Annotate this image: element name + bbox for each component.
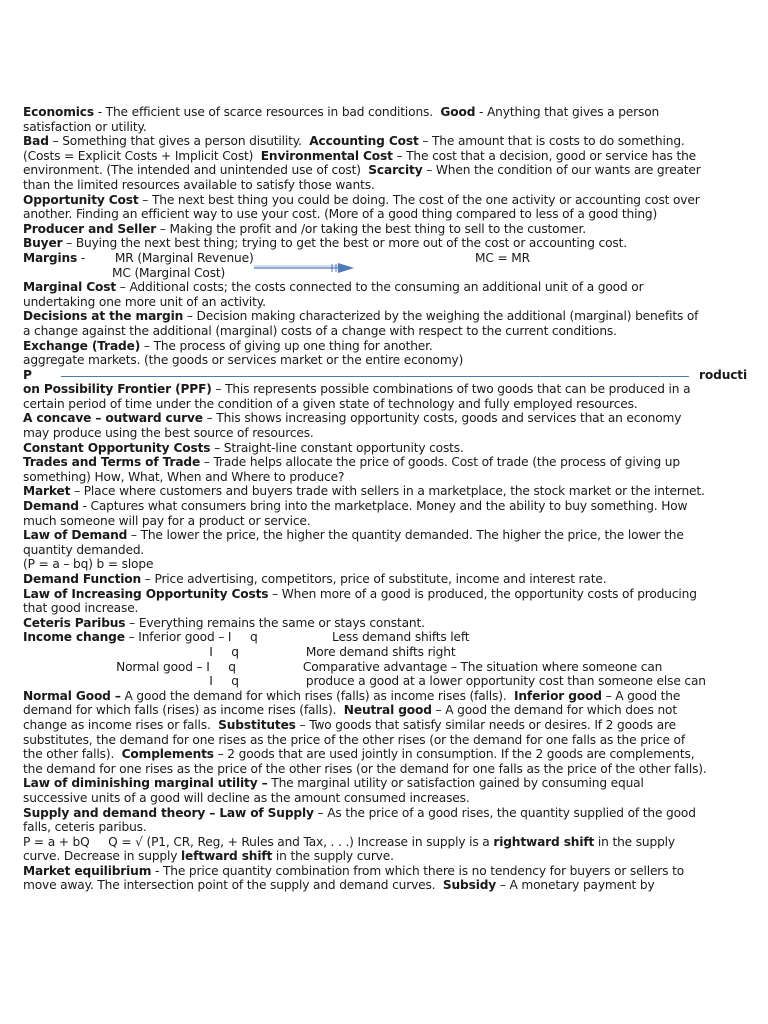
definition: a change against the additional (marginal) costs of a change with respect to the current conditions.: [23, 323, 617, 338]
text-line: [23, 645, 747, 660]
margins-dash: -: [77, 250, 115, 265]
term-producer-seller: Producer and Seller: [23, 221, 157, 236]
text-line: [23, 674, 747, 689]
text-line: [23, 703, 747, 718]
text-line: [23, 120, 747, 135]
text-line: [23, 864, 747, 879]
text-line: [23, 835, 747, 850]
text-line: [23, 776, 747, 791]
term-ppf: on Possibility Frontier (PPF): [23, 382, 212, 397]
definition: - Captures what consumers bring into the marketplace. Money and the ability to buy something. How: [78, 499, 688, 514]
definition: than the limited resources available to satisfy those wants.: [23, 177, 375, 192]
text-line: [23, 295, 747, 310]
definition: – Making the profit and /or taking the best thing to sell to the customer.: [156, 221, 586, 236]
definition: move away. The intersection point of the supply and demand curves.: [23, 878, 443, 893]
right-arrow-icon: [254, 262, 358, 274]
text-line: [23, 849, 747, 864]
term-rightward-shift: rightward shift: [493, 834, 595, 849]
definition: – Price advertising, competitors, price of substitute, income and interest rate.: [141, 572, 607, 586]
text-line: [23, 441, 747, 456]
text-line: [23, 149, 747, 164]
term-market-equilibrium: Market equilibrium: [23, 863, 152, 878]
mc-label: MC (Marginal Cost): [112, 265, 226, 280]
definition: – This represents possible combinations of two goods that can be produced in a: [211, 382, 691, 397]
text-line: [23, 601, 747, 616]
ppf-roducti: roducti: [699, 367, 747, 382]
text-line: [23, 266, 747, 281]
term-normal-good: Normal Good –: [23, 688, 121, 703]
term-income-change: Income change: [23, 630, 125, 645]
document-body: [23, 105, 747, 893]
definition: that good increase.: [23, 601, 139, 616]
definition: certain period of time under the condition of a given state of technology and fully employed resources.: [23, 396, 638, 411]
text-line: [23, 236, 747, 251]
definition: another. Finding an efficient way to use your cost. (More of a good thing compared to less of a good thing): [23, 207, 658, 222]
definition: - Anything that gives a person: [475, 105, 660, 119]
definition: in the supply: [594, 834, 675, 849]
definition: - The efficient use of scarce resources in bad conditions.: [93, 105, 441, 119]
text-line: [23, 514, 747, 529]
term-opportunity-cost: Opportunity Cost: [23, 192, 139, 207]
text-line: [23, 178, 747, 193]
text-line: [23, 222, 747, 237]
costs-formula: (Costs = Explicit Costs + Implicit Cost): [23, 148, 261, 163]
term-environmental-cost: Environmental Cost: [260, 148, 393, 163]
mr-label: MR (Marginal Revenue): [114, 250, 254, 265]
definition: environment. (The intended and unintended use of cost): [23, 163, 369, 178]
definition: much someone will pay for a product or service.: [23, 513, 311, 528]
definition: undertaking one more unit of an activity.: [23, 294, 266, 309]
text-line: [23, 470, 747, 485]
text-line: [23, 397, 747, 412]
definition: – When the condition of our wants are greater: [422, 163, 701, 178]
text-line: [23, 791, 747, 806]
term-constant-opportunity-costs: Constant Opportunity Costs: [23, 440, 211, 455]
definition: – The next best thing you could be doing. The cost of the one activity or accounting cost over: [138, 192, 700, 207]
text-line: [23, 251, 747, 266]
definition: satisfaction or utility.: [23, 119, 147, 134]
definition: – When more of a good is produced, the opportunity costs of producing: [268, 586, 697, 601]
term-supply-demand-theory: Supply and demand theory – Law of Supply: [23, 805, 314, 820]
definition: – Buying the next best thing; trying to get the best or more out of the cost or accounting cost.: [62, 236, 627, 251]
definition: – This shows increasing opportunity costs, goods and services that an economy: [202, 411, 682, 426]
definition: – A monetary payment by: [496, 878, 655, 893]
term-decisions-at-margin: Decisions at the margin: [23, 309, 184, 324]
text-line: [23, 878, 747, 893]
definition: - The price quantity combination from which there is no tendency for buyers or sellers to: [151, 863, 685, 878]
term-ceteris-paribus: Ceteris Paribus: [23, 615, 126, 630]
definition: – Additional costs; the costs connected to the consuming an additional unit of a good or: [116, 280, 644, 295]
definition: – The cost that a decision, good or service has the: [392, 148, 696, 163]
term-good: Good: [440, 105, 476, 119]
text-line: [23, 382, 747, 397]
term-subsidy: Subsidy: [442, 878, 497, 893]
text-line: [23, 455, 747, 470]
ppf-p-letter: P: [23, 367, 32, 382]
definition: substitutes, the demand for one rises as the price of the other rises (or the demand for one falls as the price of: [23, 732, 685, 747]
definition: – Everything remains the same or stays constant.: [125, 615, 425, 630]
term-substitutes: Substitutes: [218, 717, 296, 732]
term-neutral-good: Neutral good: [343, 703, 432, 718]
text-line: [23, 411, 747, 426]
definition: – Straight-line constant opportunity costs.: [210, 440, 464, 455]
term-complements: Complements: [121, 747, 214, 762]
aggregate-markets: aggregate markets. (the goods or services market or the entire economy): [23, 353, 464, 368]
income-change-line: – Inferior good – I q Less demand shifts left: [124, 630, 470, 645]
text-line: [23, 543, 747, 558]
definition: falls, ceteris paribus.: [23, 820, 147, 835]
definition: something) How, What, When and Where to produce?: [23, 469, 345, 484]
text-line: [23, 806, 747, 821]
term-law-of-demand: Law of Demand: [23, 528, 128, 543]
text-line: [23, 762, 747, 777]
text-line: [23, 747, 747, 762]
definition: A good the demand for which rises (falls) as income rises (falls).: [120, 688, 515, 703]
text-line: [23, 339, 747, 354]
definition: – Decision making characterized by the weighing the additional (marginal) benefits of: [183, 309, 699, 324]
definition: the other falls).: [23, 747, 122, 762]
horizontal-rule: [61, 376, 689, 377]
text-line: [23, 528, 747, 543]
term-demand: Demand: [23, 499, 79, 514]
text-line: [23, 660, 747, 675]
definition: – A good the: [601, 688, 681, 703]
text-line: [23, 134, 747, 149]
text-line: [23, 616, 747, 631]
definition: successive units of a good will decline as the amount consumed increases.: [23, 790, 470, 805]
definition: – The process of giving up one thing for another.: [140, 338, 433, 353]
definition: – Trade helps allocate the price of goods. Cost of trade (the process of giving up: [200, 455, 680, 470]
definition: quantity demanded.: [23, 542, 145, 557]
mc-equals-mr: MC = MR: [475, 250, 530, 265]
term-demand-function: Demand Function: [23, 572, 142, 586]
text-line: [23, 324, 747, 339]
text-line: [23, 309, 747, 324]
term-economics: Economics: [23, 105, 94, 119]
definition: in the supply curve.: [272, 849, 394, 864]
definition: curve. Decrease in supply: [23, 849, 182, 864]
term-bad: Bad: [23, 134, 49, 149]
term-marginal-cost: Marginal Cost: [23, 280, 117, 295]
definition: – As the price of a good rises, the quantity supplied of the good: [313, 805, 696, 820]
definition: – Something that gives a person disutility.: [48, 134, 310, 149]
slope-formula: (P = a – bq) b = slope: [23, 557, 154, 572]
definition: – Two goods that satisfy similar needs or desires. If 2 goods are: [295, 717, 676, 732]
text-line: [23, 499, 747, 514]
text-line: [23, 557, 747, 572]
definition: – A good the demand for which does not: [431, 703, 677, 718]
term-law-diminishing-marginal-utility: Law of diminishing marginal utility –: [23, 776, 268, 791]
text-line: [23, 484, 747, 499]
term-concave-curve: A concave – outward curve: [23, 411, 203, 426]
definition: – The amount that is costs to do something.: [418, 134, 685, 149]
text-line: [23, 820, 747, 835]
supply-formula: P = a + bQ Q = √ (P1, CR, Reg, + Rules and Tax, . . .) Increase in supply is a: [23, 834, 494, 849]
definition: The marginal utility or satisfaction gained by consuming equal: [267, 776, 644, 791]
definition: – The lower the price, the higher the quantity demanded. The higher the price, the lower the: [127, 528, 684, 543]
text-line: [23, 426, 747, 441]
definition: – 2 goods that are used jointly in consumption. If the 2 goods are complements,: [213, 747, 695, 762]
text-line: [23, 207, 747, 222]
text-line: [23, 280, 747, 295]
text-line: [23, 105, 747, 120]
income-change-line: Normal good – I q Comparative advantage – The situation where someone can: [23, 659, 663, 674]
term-market: Market: [23, 484, 71, 499]
text-line: [23, 353, 747, 368]
term-exchange: Exchange (Trade): [23, 338, 141, 353]
term-accounting-cost: Accounting Cost: [309, 134, 419, 149]
text-line: [23, 733, 747, 748]
term-margins: Margins: [23, 250, 78, 265]
definition: change as income rises or falls.: [23, 717, 219, 732]
text-line: [23, 587, 747, 602]
text-line: [23, 630, 747, 645]
text-line: [23, 572, 747, 587]
term-law-increasing-opportunity-costs: Law of Increasing Opportunity Costs: [23, 586, 269, 601]
definition: the demand for one rises as the price of the other rises (or the demand for one falls as the price of the other falls).: [23, 761, 707, 776]
definition: demand for which falls (rises) as income rises (falls).: [23, 703, 344, 718]
term-trades: Trades and Terms of Trade: [23, 455, 201, 470]
definition: – Place where customers and buyers trade with sellers in a marketplace, the stock market or the internet.: [70, 484, 705, 499]
definition: may produce using the best source of resources.: [23, 426, 314, 441]
term-scarcity: Scarcity: [368, 163, 423, 178]
text-line: [23, 718, 747, 733]
term-leftward-shift: leftward shift: [181, 849, 273, 864]
ppf-heading-row: [23, 368, 747, 383]
text-line: [23, 193, 747, 208]
income-change-line: I q produce a good at a lower opportunity cost than someone else can: [23, 674, 706, 689]
income-change-line: I q More demand shifts right: [23, 644, 456, 659]
text-line: [23, 163, 747, 178]
term-inferior-good: Inferior good: [514, 688, 602, 703]
term-buyer: Buyer: [23, 236, 63, 251]
text-line: [23, 689, 747, 704]
